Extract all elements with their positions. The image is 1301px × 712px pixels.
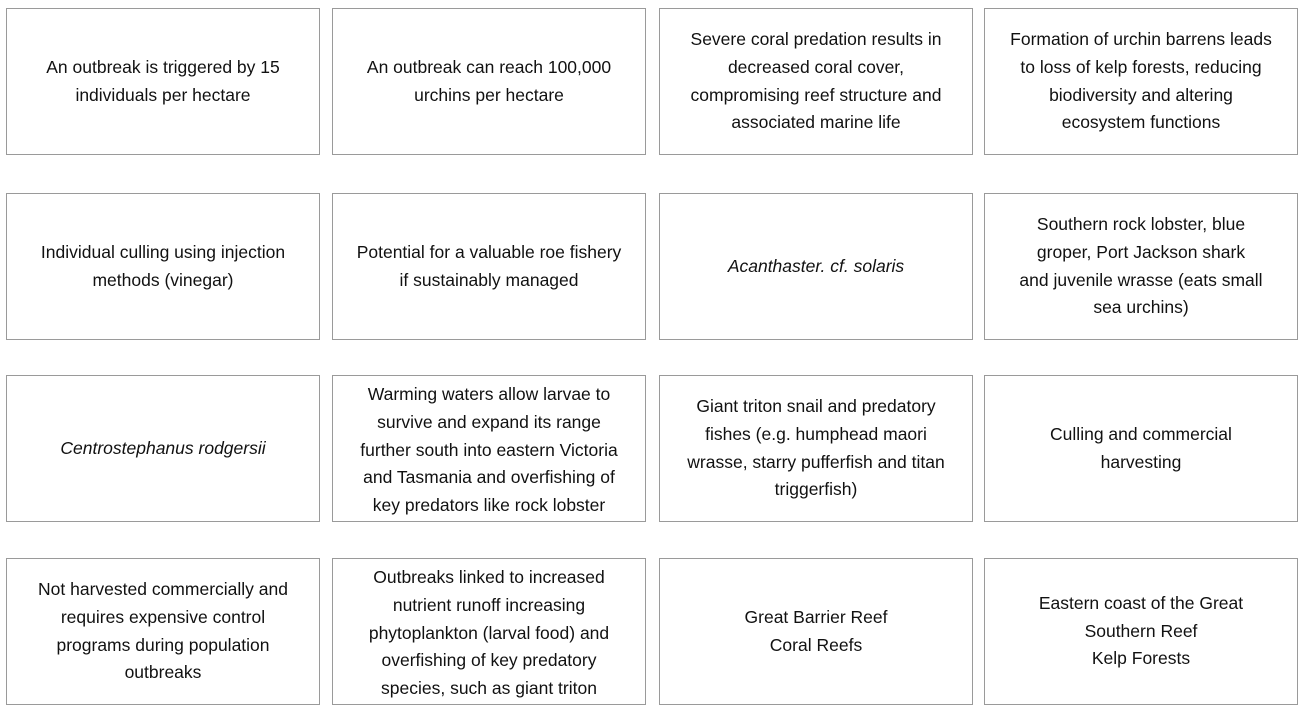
card-cots-predators[interactable] bbox=[659, 375, 973, 522]
card-text: Formation of urchin barrens leads to loss of kelp forests, reducing biodiversity and altering ecosystem functions bbox=[1010, 28, 1272, 133]
card-outbreak-trigger[interactable] bbox=[6, 8, 320, 155]
card-urchin-predators[interactable] bbox=[984, 193, 1298, 340]
card-warming-waters[interactable] bbox=[332, 375, 646, 522]
card-great-southern-reef[interactable] bbox=[984, 558, 1298, 705]
card-text: Potential for a valuable roe fishery if sustainably managed bbox=[356, 241, 622, 290]
card-not-harvested[interactable] bbox=[6, 558, 320, 705]
card-text: Eastern coast of the Great Southern Reef Kelp Forests bbox=[1038, 592, 1244, 669]
card-coral-predation[interactable] bbox=[659, 8, 973, 155]
card-centrostephanus[interactable] bbox=[6, 375, 320, 522]
card-text: Southern rock lobster, blue groper, Port Jackson shark and juvenile wrasse (eats small sea urchins) bbox=[1019, 213, 1263, 318]
card-culling-harvesting[interactable] bbox=[984, 375, 1298, 522]
card-text: Acanthaster. cf. solaris bbox=[727, 255, 905, 276]
card-injection-culling[interactable] bbox=[6, 193, 320, 340]
card-text: Centrostephanus rodgersii bbox=[60, 437, 266, 458]
card-text: Severe coral predation results in decreased coral cover, compromising reef structure and associated marine life bbox=[690, 28, 942, 133]
card-text: An outbreak is triggered by 15 individuals per hectare bbox=[46, 56, 280, 105]
card-text: An outbreak can reach 100,000 urchins per hectare bbox=[366, 56, 612, 105]
card-text: Great Barrier Reef Coral Reefs bbox=[744, 606, 888, 655]
card-great-barrier-reef[interactable] bbox=[659, 558, 973, 705]
card-urchin-barrens[interactable] bbox=[984, 8, 1298, 155]
card-acanthaster[interactable] bbox=[659, 193, 973, 340]
card-text: Culling and commercial harvesting bbox=[1050, 423, 1232, 472]
card-nutrient-runoff[interactable] bbox=[332, 558, 646, 705]
card-text: Warming waters allow larvae to survive and expand its range further south into eastern Victoria and Tasmania and overfishing of key predators like rock lobster bbox=[360, 384, 618, 516]
card-outbreak-density[interactable] bbox=[332, 8, 646, 155]
card-text: Individual culling using injection methods (vinegar) bbox=[40, 241, 286, 290]
card-text: Not harvested commercially and requires expensive control programs during population outbreaks bbox=[38, 578, 288, 683]
card-roe-fishery[interactable] bbox=[332, 193, 646, 340]
card-text: Outbreaks linked to increased nutrient runoff increasing phytoplankton (larval food) and overfishing of key predatory species, such as giant triton bbox=[368, 567, 610, 699]
card-text: Giant triton snail and predatory fishes (e.g. humphead maori wrasse, starry pufferfish and titan triggerfish) bbox=[687, 395, 945, 500]
